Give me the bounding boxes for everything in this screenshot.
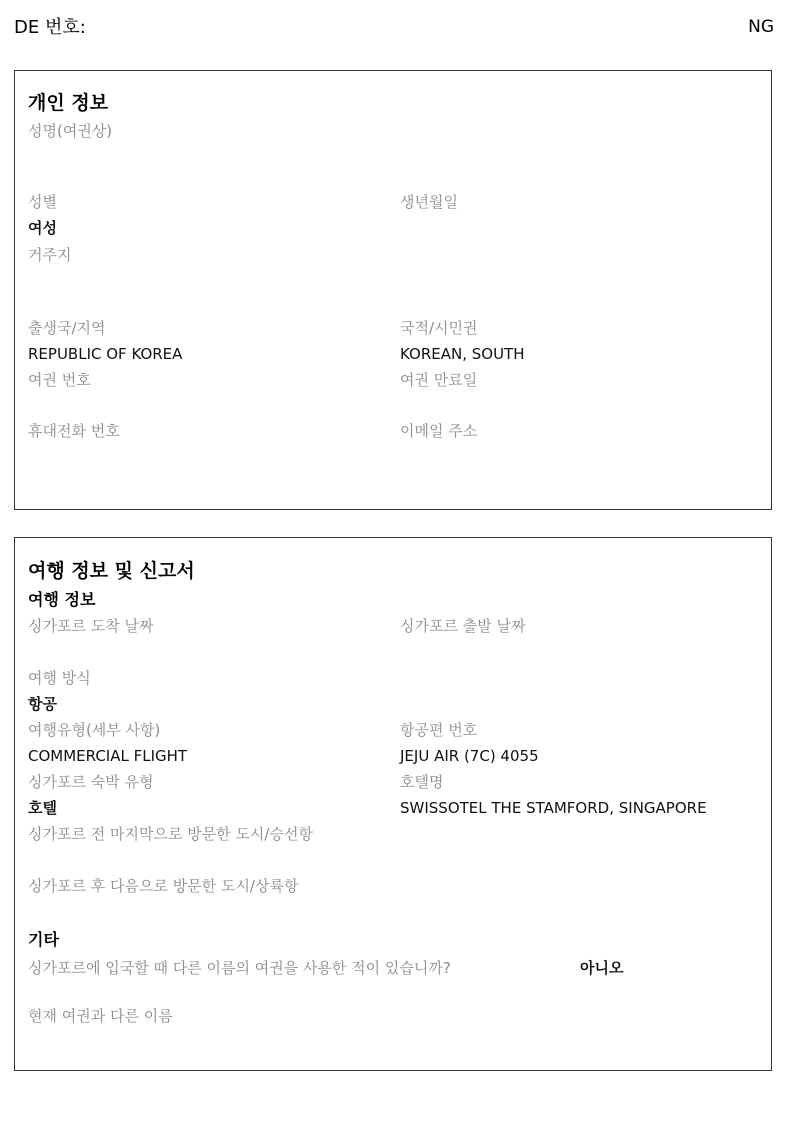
birthdate-label: 생년월일 [400,193,458,211]
travel-info-title: 여행 정보 및 신고서 [28,560,195,582]
name-label: 성명(여권상) [28,122,113,140]
travel-mode-label: 여행 방식 [28,669,91,687]
mobile-number-label: 휴대전화 번호 [28,422,120,440]
arrival-date-label: 싱가포르 도착 날짜 [28,617,154,635]
travel-mode-value: 항공 [28,695,57,713]
flight-number-label: 항공편 번호 [400,721,478,739]
nationality-value: KOREAN, SOUTH [400,345,525,363]
accommodation-type-label: 싱가포르 숙박 유형 [28,773,154,791]
travel-type-value: COMMERCIAL FLIGHT [28,747,188,765]
travel-type-label: 여행유형(세부 사항) [28,721,161,739]
nationality-label: 국적/시민권 [400,319,478,337]
gender-label: 성별 [28,193,57,211]
departure-date-label: 싱가포르 출발 날짜 [400,617,526,635]
other-title: 기타 [28,930,59,949]
previous-city-label: 싱가포르 전 마지막으로 방문한 도시/승선항 [28,825,313,843]
de-number-value: NG [748,17,774,37]
residence-label: 거주지 [28,246,72,264]
hotel-name-label: 호텔명 [400,773,444,791]
hotel-name-value: SWISSOTEL THE STAMFORD, SINGAPORE [400,799,707,817]
personal-info-title: 개인 정보 [28,92,109,114]
birth-country-value: REPUBLIC OF KOREA [28,345,183,363]
personal-info-section [14,70,772,510]
next-city-label: 싱가포르 후 다음으로 방문한 도시/상륙항 [28,877,299,895]
passport-expiry-label: 여권 만료일 [400,371,478,389]
email-label: 이메일 주소 [400,422,478,440]
passport-number-label: 여권 번호 [28,371,91,389]
travel-info-subtitle: 여행 정보 [28,590,96,609]
other-name-label: 현재 여권과 다른 이름 [28,1007,173,1025]
gender-value: 여성 [28,219,57,237]
accommodation-type-value: 호텔 [28,799,57,817]
birth-country-label: 출생국/지역 [28,319,106,337]
other-passport-answer: 아니오 [580,959,624,977]
de-number-label: DE 번호: [14,17,86,38]
flight-number-value: JEJU AIR (7C) 4055 [400,747,539,765]
other-passport-question: 싱가포르에 입국할 때 다른 이름의 여권을 사용한 적이 있습니까? [28,959,451,977]
